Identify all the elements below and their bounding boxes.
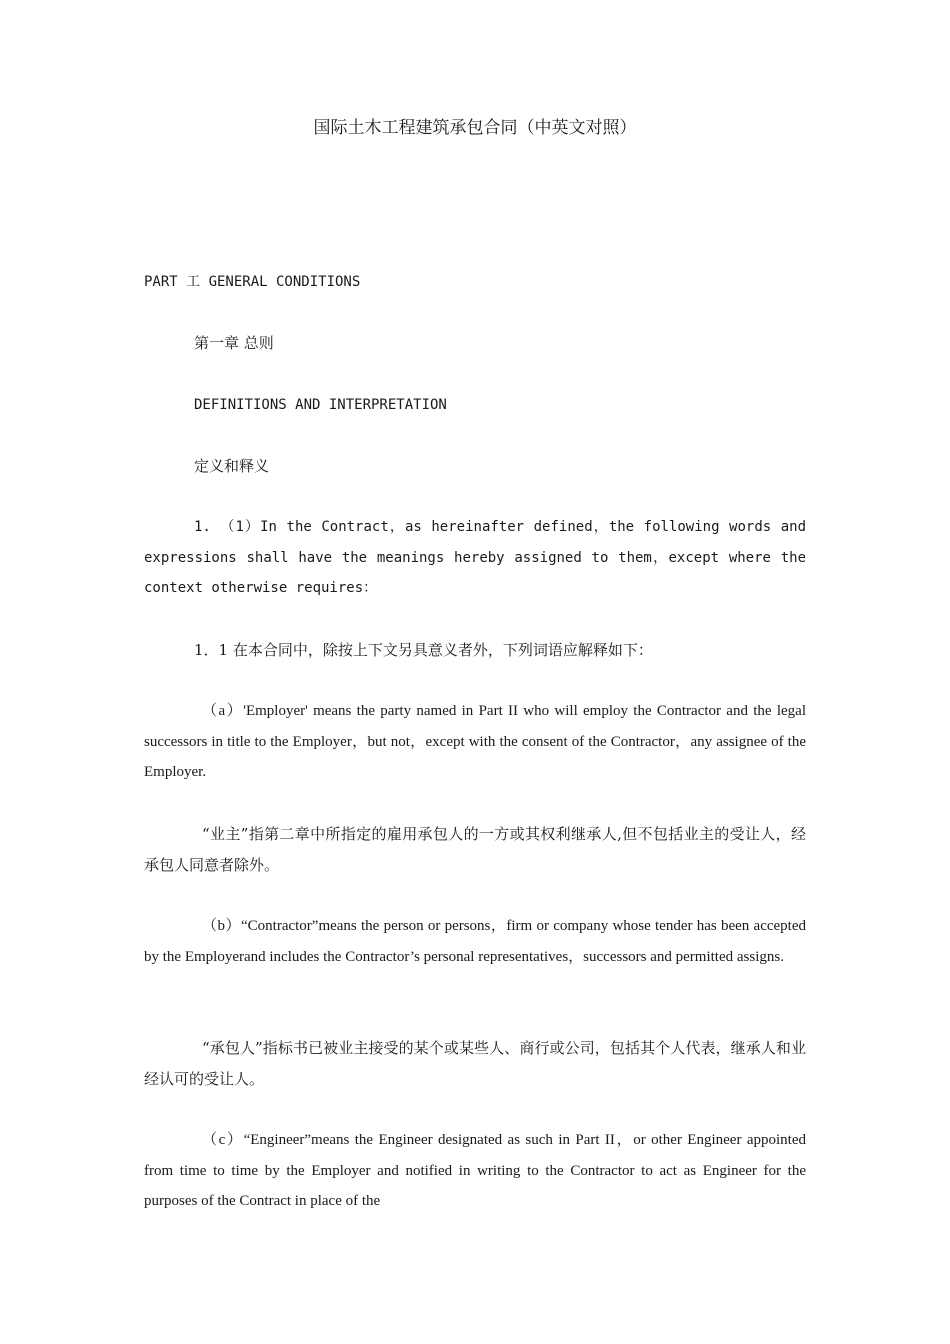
clause-1-en: 1. （1）In the Contract，as hereinafter defined，the following words and expressions shall have the meanings hereby assigned to them，except where the context otherwise requires：: [144, 519, 806, 597]
chapter-heading: 第一章 总则: [194, 334, 274, 352]
clause-c-en: （c）“Engineer”means the Engineer designated as such in Part II，or other Engineer appointed from time to time by the Employer and notified in writing to the Contractor to act as Engineer for the purposes of the Contract in place of the: [144, 1132, 806, 1210]
clause-b-en: （b）“Contractor”means the person or persons，firm or company whose tender has been accepted by the Employerand includes the Contractor’s personal representatives，successors and permitted assigns.: [144, 918, 806, 965]
clause-1-cn: 1．1 在本合同中，除按上下文另具意义者外，下列词语应解释如下：: [194, 641, 653, 659]
clause-a-cn: “业主”指第二章中所指定的雇用承包人的一方或其权利继承人,但不包括业主的受让人，经承包人同意者除外。: [144, 825, 806, 874]
section-heading-en: DEFINITIONS AND INTERPRETATION: [194, 397, 447, 413]
clause-a-en: （a）'Employer' means the party named in Part II who will employ the Contractor and the legal successors in title to the Employer，but not，except with the consent of the Contractor，any assignee of the Employer.: [144, 703, 806, 781]
document-title: 国际土木工程建筑承包合同（中英文对照）: [313, 118, 637, 138]
clause-b-cn: “承包人”指标书已被业主接受的某个或某些人、商行或公司，包括其个人代表，继承人和业经认可的受让人。: [144, 1039, 806, 1088]
section-heading-cn: 定义和释义: [194, 457, 270, 475]
part-heading: PART 工 GENERAL CONDITIONS: [144, 274, 361, 290]
